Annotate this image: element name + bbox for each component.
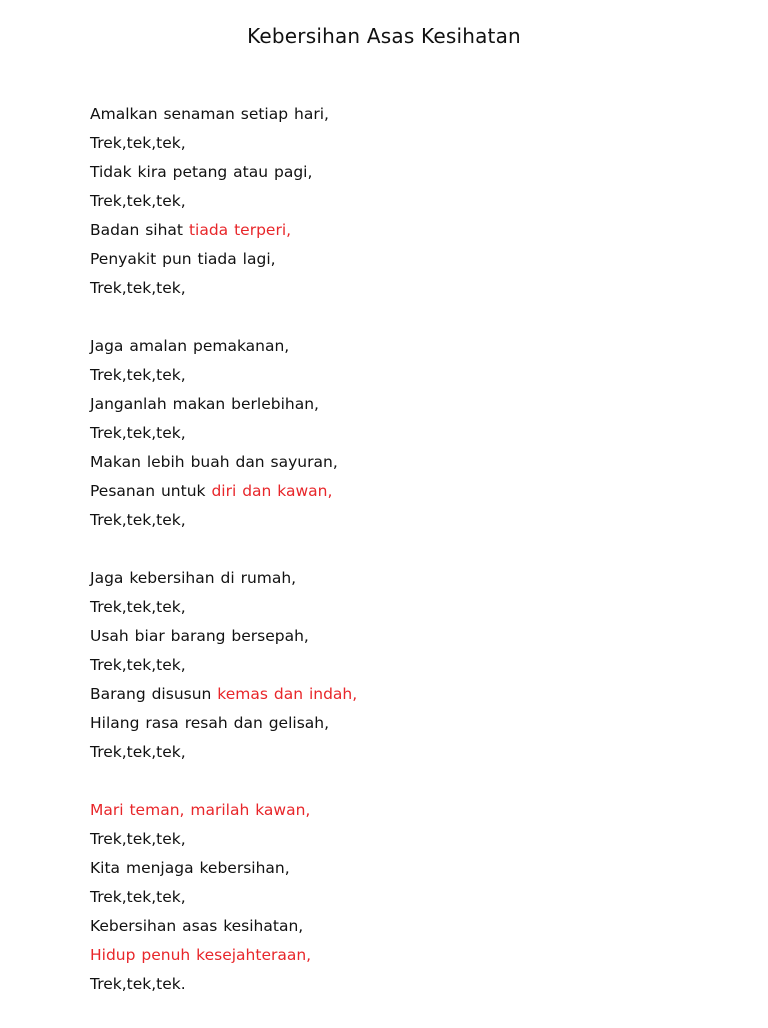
line-text: Trek,tek,tek,: [90, 192, 186, 210]
stanza-3: [90, 564, 730, 767]
poem-line: [90, 883, 730, 912]
line-text: Tidak kira petang atau pagi,: [90, 163, 313, 181]
line-text: Kebersihan asas kesihatan,: [90, 917, 304, 935]
page-title: Kebersihan Asas Kesihatan: [247, 24, 521, 48]
poem-line: [90, 622, 730, 651]
poem-line: [90, 970, 730, 999]
line-text: Pesanan untuk: [90, 482, 212, 500]
poem-line: [90, 274, 730, 303]
line-text: Makan lebih buah dan sayuran,: [90, 453, 338, 471]
line-text: Trek,tek,tek,: [90, 134, 186, 152]
poem-line: [90, 564, 730, 593]
line-text: Trek,tek,tek,: [90, 888, 186, 906]
line-text: Trek,tek,tek,: [90, 830, 186, 848]
poem-line: [90, 100, 730, 129]
line-highlight: kemas dan indah,: [217, 685, 358, 703]
poem-line: [90, 187, 730, 216]
line-text: Kita menjaga kebersihan,: [90, 859, 290, 877]
line-text: Amalkan senaman setiap hari,: [90, 105, 329, 123]
poem-line: [90, 651, 730, 680]
poem-line: [90, 448, 730, 477]
poem-line: [90, 158, 730, 187]
line-text: Barang disusun: [90, 685, 218, 703]
line-text: Trek,tek,tek,: [90, 598, 186, 616]
poem-line: [90, 593, 730, 622]
line-text: Trek,tek,tek,: [90, 511, 186, 529]
poem-line: [90, 825, 730, 854]
line-text: Trek,tek,tek,: [90, 743, 186, 761]
poem-line: [90, 854, 730, 883]
line-highlight: diri dan kawan,: [211, 482, 333, 500]
line-highlight: Hidup penuh kesejahteraan,: [90, 946, 312, 964]
line-highlight: Mari teman, marilah kawan,: [90, 801, 311, 819]
line-text: Janganlah makan berlebihan,: [90, 395, 319, 413]
poem-body: [90, 100, 730, 1028]
stanza-4: [90, 796, 730, 999]
poem-line: [90, 680, 730, 709]
poem-line: [90, 796, 730, 825]
poem-line: [90, 709, 730, 738]
poem-line: [90, 912, 730, 941]
line-text: Usah biar barang bersepah,: [90, 627, 309, 645]
poem-line: [90, 506, 730, 535]
line-text: Trek,tek,tek,: [90, 424, 186, 442]
line-text: Trek,tek,tek.: [90, 975, 186, 993]
line-text: Hilang rasa resah dan gelisah,: [90, 714, 330, 732]
poem-line: [90, 941, 730, 970]
line-text: Trek,tek,tek,: [90, 656, 186, 674]
poem-line: [90, 390, 730, 419]
line-highlight: tiada terperi,: [188, 221, 292, 239]
line-text: Trek,tek,tek,: [90, 366, 186, 384]
poem-line: [90, 129, 730, 158]
poem-line: [90, 245, 730, 274]
poem-line: [90, 361, 730, 390]
poem-line: [90, 419, 730, 448]
poem-line: [90, 332, 730, 361]
line-text: Penyakit pun tiada lagi,: [90, 250, 276, 268]
stanza-1: [90, 100, 730, 303]
line-text: Badan sihat: [90, 221, 189, 239]
line-text: Jaga kebersihan di rumah,: [90, 569, 297, 587]
line-text: Jaga amalan pemakanan,: [90, 337, 290, 355]
stanza-2: [90, 332, 730, 535]
line-text: Trek,tek,tek,: [90, 279, 186, 297]
poem-line: [90, 216, 730, 245]
poem-line: [90, 738, 730, 767]
poem-line: [90, 477, 730, 506]
